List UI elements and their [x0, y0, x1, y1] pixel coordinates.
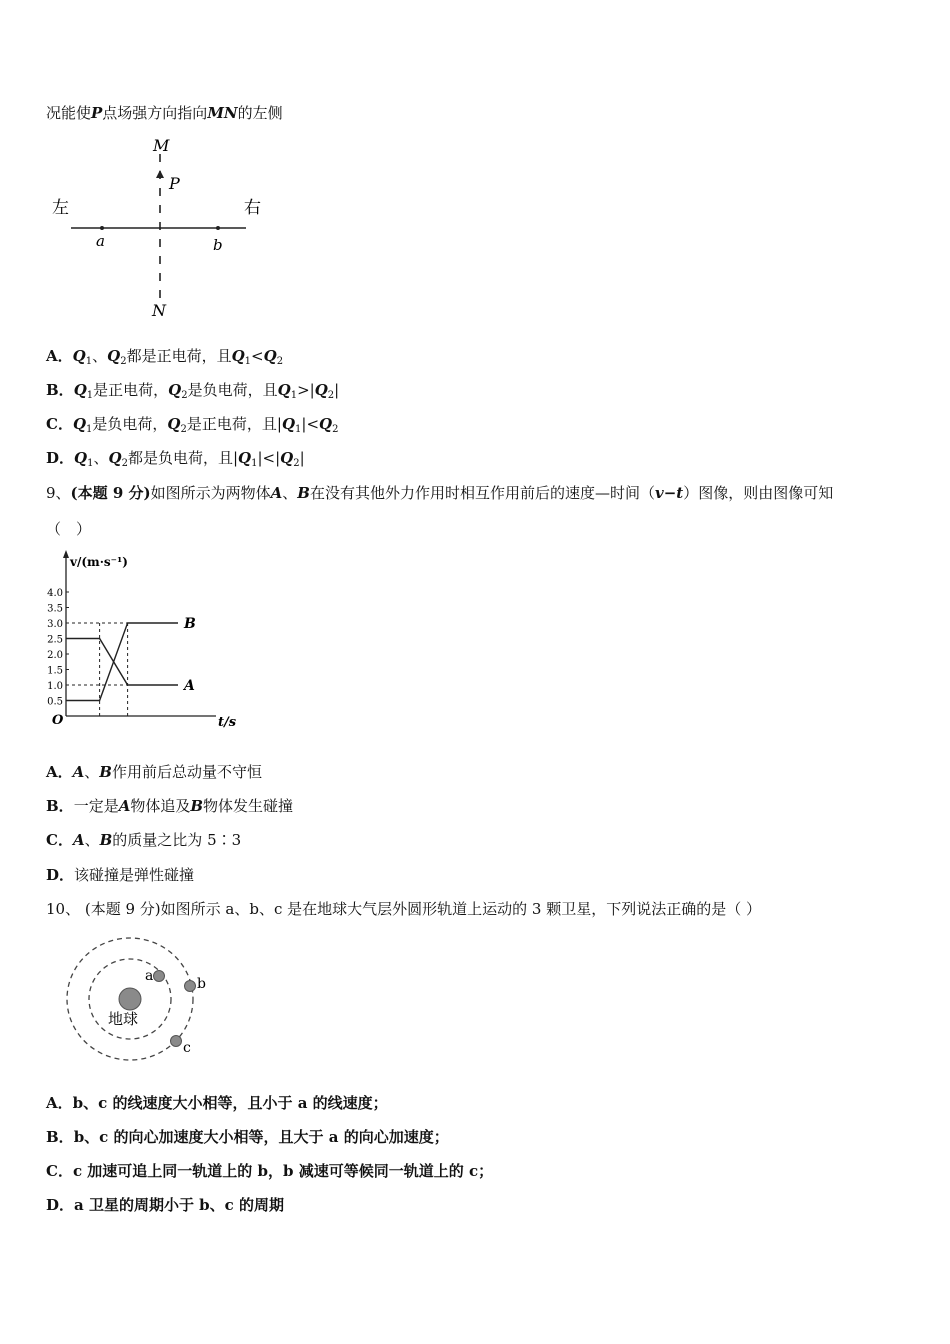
y-tick-label: 2.0 — [47, 650, 63, 661]
q10-text: (本题 9 分)如图所示 a、b、c 是在地球大气层外圆形轨道上运动的 3 颗卫星，下列说法正确的是（ ） — [80, 900, 761, 918]
q-symbol: Q — [314, 381, 328, 399]
option-key: C． — [46, 831, 73, 849]
option-text: 是正电荷， — [93, 381, 169, 399]
intro-mid: 点场强方向指向 — [102, 104, 208, 122]
option-text: 一定是 — [73, 797, 119, 815]
y-axis-arrow-icon — [63, 550, 69, 558]
q8-option-b — [46, 379, 339, 401]
option-text: 是正电荷，且| — [186, 415, 282, 433]
q8-option-c — [46, 413, 338, 435]
q-sub: 1 — [295, 424, 302, 435]
option-text: 物体发生碰撞 — [203, 797, 294, 815]
q-symbol: Q — [168, 381, 182, 399]
q-symbol: Q — [231, 347, 245, 365]
series-line-a — [66, 639, 178, 686]
y-tick-label: 0.5 — [47, 696, 63, 708]
label-sat-c: c — [183, 1040, 191, 1056]
q10-option-c — [46, 1160, 493, 1181]
q-sub: 1 — [86, 390, 94, 401]
body-a: A — [72, 831, 85, 849]
q-sub: 1 — [251, 458, 258, 469]
q-symbol: Q — [238, 449, 252, 467]
q-symbol: Q — [108, 449, 122, 467]
q9-b: B — [297, 484, 310, 502]
q-sub: 2 — [181, 390, 188, 401]
q-symbol: Q — [107, 347, 121, 365]
body-a: A — [72, 763, 85, 781]
option-text: 是负电荷， — [92, 415, 168, 433]
intro-mn: MN — [207, 104, 238, 122]
q9-text: 在没有其他外力作用时相互作用前后的速度—时间（ — [309, 484, 655, 502]
body-b: B — [99, 831, 113, 849]
label-m: M — [153, 136, 170, 155]
relation: < — [251, 347, 264, 365]
arrow-up-icon — [156, 170, 164, 178]
intro-text — [46, 102, 283, 123]
option-text: 都是负电荷，且| — [127, 449, 238, 467]
option-key: D． — [46, 1196, 75, 1214]
relation: >| — [297, 381, 315, 399]
q-symbol: Q — [280, 449, 294, 467]
option-key: A． — [46, 763, 73, 781]
body-b: B — [190, 797, 204, 815]
q-symbol: Q — [73, 381, 87, 399]
q10-stem — [46, 898, 761, 919]
earth-icon — [119, 988, 141, 1010]
intro-pre: 况能使 — [46, 104, 92, 122]
option-text: a 卫星的周期小于 b、c 的周期 — [74, 1196, 285, 1214]
option-key: B． — [46, 1128, 74, 1146]
q-sub: 2 — [293, 458, 300, 469]
point-b — [216, 226, 220, 230]
option-key: B． — [46, 381, 74, 399]
option-text: c 加速可追上同一轨道上的 b，b 减速可等候同一轨道上的 c； — [72, 1162, 494, 1180]
q-symbol: Q — [74, 449, 88, 467]
q9-sep: 、 — [282, 484, 298, 502]
q10-option-b — [46, 1126, 449, 1147]
option-key: C． — [46, 415, 73, 433]
label-a: a — [96, 232, 105, 250]
q9-points: (本题 9 分) — [70, 484, 151, 502]
q-symbol: Q — [281, 415, 296, 433]
option-key: D． — [46, 449, 75, 467]
label-left: 左 — [52, 198, 69, 218]
label-earth: 地球 — [108, 1010, 139, 1028]
orbit-diagram — [60, 932, 220, 1072]
q10-number: 10、 — [46, 900, 81, 918]
series-label-b: B — [184, 616, 196, 632]
sep: 、 — [93, 449, 109, 467]
series-line-b — [66, 623, 178, 701]
q-sub: 2 — [332, 424, 339, 435]
relation: | — [299, 449, 305, 467]
q-symbol: Q — [72, 415, 87, 433]
y-tick-label: 1.5 — [47, 665, 63, 677]
label-n: N — [152, 301, 166, 320]
q-sub: 2 — [327, 390, 335, 401]
option-text: b、c 的线速度大小相等，且小于 a 的线速度； — [72, 1094, 388, 1112]
q9-option-c — [46, 829, 241, 850]
option-text: 作用前后总动量不守恒 — [111, 763, 262, 781]
q-sub: 2 — [276, 356, 284, 367]
q9-option-d — [46, 864, 194, 885]
label-sat-b: b — [197, 976, 206, 992]
option-key: A． — [46, 1094, 73, 1112]
q-sub: 1 — [86, 424, 93, 435]
field-diagram — [46, 132, 286, 322]
option-text: b、c 的向心加速度大小相等，且大于 a 的向心加速度； — [73, 1128, 449, 1146]
label-right: 右 — [244, 198, 261, 218]
q-sub: 1 — [87, 458, 94, 469]
option-text: 都是正电荷，且 — [126, 347, 232, 365]
satellite-c-icon — [171, 1036, 182, 1047]
q9-option-a — [46, 761, 262, 782]
q10-option-a — [46, 1092, 388, 1113]
option-key: B． — [46, 797, 74, 815]
q9-answer-paren: （ ） — [46, 520, 92, 538]
relation: |<| — [257, 449, 281, 467]
q-symbol: Q — [319, 415, 333, 433]
q-sub: 2 — [180, 424, 187, 435]
y-tick-label: 2.5 — [47, 634, 63, 646]
intro-post: 的左侧 — [237, 104, 283, 122]
body-b: B — [99, 763, 112, 781]
q-symbol: Q — [277, 381, 291, 399]
satellite-a-icon — [154, 971, 165, 982]
option-key: A． — [46, 347, 73, 365]
q-sub: 1 — [85, 356, 93, 367]
q9-vt: v−t — [655, 484, 684, 502]
y-tick-label: 1.0 — [47, 681, 63, 692]
q8-option-a — [46, 345, 283, 367]
sep: 、 — [84, 831, 100, 849]
option-text: 物体追及 — [130, 797, 191, 815]
q-sub: 2 — [120, 356, 127, 367]
y-axis-label: v/(m·s⁻¹) — [70, 555, 128, 569]
option-text: 的质量之比为 5∶3 — [112, 831, 242, 849]
relation: |< — [301, 415, 320, 433]
vt-chart — [42, 548, 242, 738]
label-p: P — [169, 174, 180, 193]
q-symbol: Q — [72, 347, 86, 365]
q9-stem — [46, 482, 833, 503]
point-a — [100, 226, 104, 230]
origin-label: O — [52, 713, 64, 728]
q-sub: 1 — [290, 390, 298, 401]
q9-text: 如图所示为两物体 — [150, 484, 271, 502]
relation: | — [334, 381, 340, 399]
y-tick-label: 4.0 — [47, 588, 63, 599]
option-text: 该碰撞是弹性碰撞 — [74, 866, 195, 884]
q-sub: 2 — [121, 458, 128, 469]
option-text: 是负电荷，且 — [187, 381, 278, 399]
satellite-b-icon — [185, 981, 196, 992]
label-sat-a: a — [145, 968, 154, 984]
x-axis-label: t/s — [218, 715, 237, 730]
y-tick-label: 3.5 — [47, 603, 63, 615]
y-tick-label: 3.0 — [47, 619, 63, 630]
sep: 、 — [84, 763, 100, 781]
option-key: D． — [46, 866, 75, 884]
intro-p: P — [91, 104, 103, 122]
q-symbol: Q — [167, 415, 181, 433]
option-key: C． — [46, 1162, 73, 1180]
q-symbol: Q — [263, 347, 277, 365]
body-a: A — [118, 797, 131, 815]
sep: 、 — [92, 347, 108, 365]
q-sub: 1 — [244, 356, 252, 367]
q9-a: A — [270, 484, 283, 502]
q9-text: ）图像，则由图像可知 — [683, 484, 834, 502]
label-b: b — [213, 236, 223, 254]
q10-option-d — [46, 1194, 284, 1215]
series-label-a: A — [184, 678, 195, 694]
q9-option-b — [46, 795, 293, 816]
q8-option-d — [46, 447, 305, 469]
q9-number: 9、 — [46, 484, 71, 502]
